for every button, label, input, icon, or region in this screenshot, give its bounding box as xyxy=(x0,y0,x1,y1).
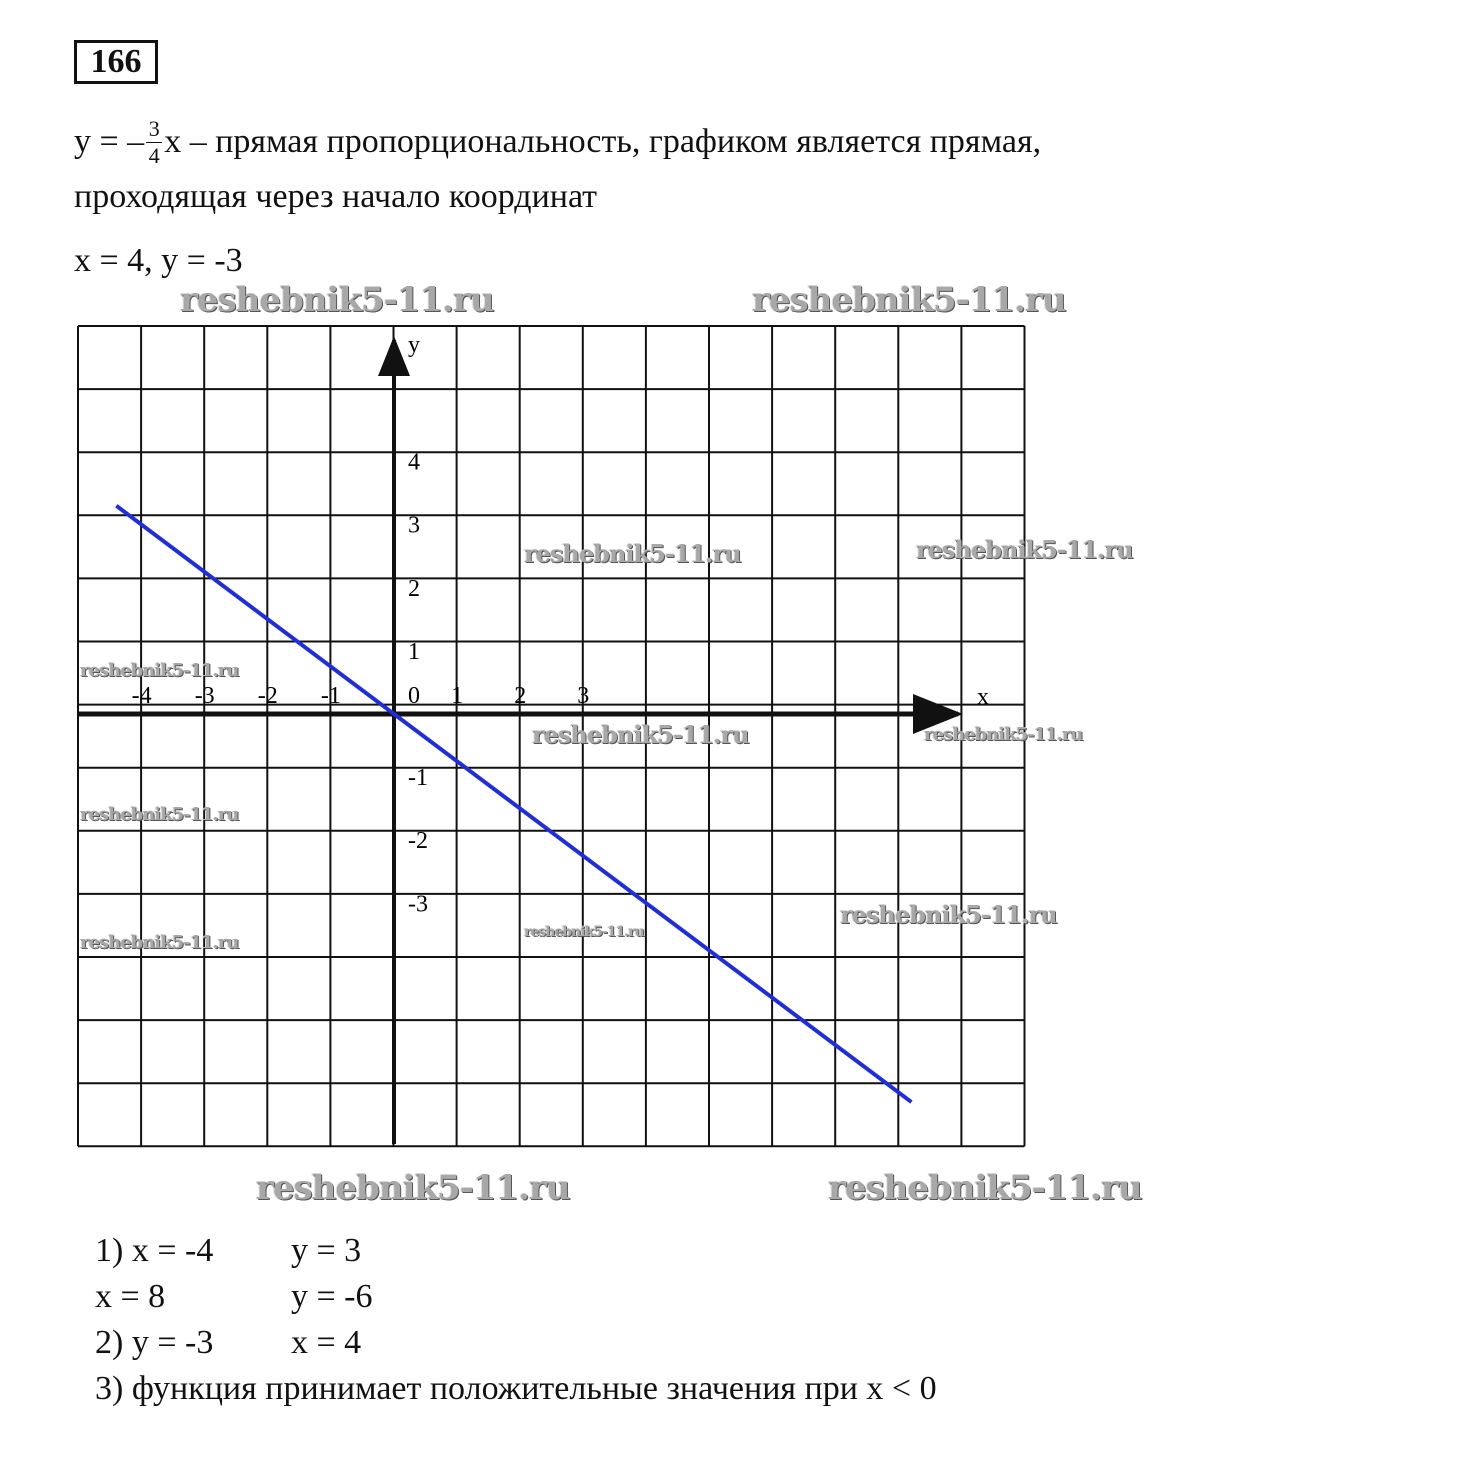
answer-cell: 2) y = -3 xyxy=(95,1324,214,1361)
fraction-numerator: 3 xyxy=(148,115,160,141)
watermark: reshebnik5-11.ru xyxy=(840,900,1057,929)
watermark: reshebnik5-11.ru xyxy=(80,804,239,825)
answer-cell: y = -6 xyxy=(291,1278,373,1315)
x-tick-label: -3 xyxy=(194,683,215,709)
watermark: reshebnik5-11.ru xyxy=(80,660,239,681)
x-axis-label: x xyxy=(977,684,989,710)
watermark: reshebnik5-11.ru xyxy=(532,720,749,749)
answer-cell: y = 3 xyxy=(291,1232,362,1269)
watermark: reshebnik5-11.ru xyxy=(524,924,644,940)
watermark: reshebnik5-11.ru xyxy=(916,535,1133,564)
watermark: reshebnik5-11.ru xyxy=(80,932,239,953)
statement-line-3: x = 4, y = -3 xyxy=(74,242,243,279)
watermark: reshebnik5-11.ru xyxy=(828,1168,1142,1208)
y-tick-label: 3 xyxy=(408,512,420,539)
x-tick-label: -1 xyxy=(320,683,341,709)
fraction-denominator: 4 xyxy=(148,142,160,168)
answer-row xyxy=(95,1228,937,1274)
statement-line-2: проходящая через начало координат xyxy=(74,178,598,215)
x-tick-label: 1 xyxy=(451,683,464,709)
watermark: reshebnik5-11.ru xyxy=(752,280,1066,320)
watermark: reshebnik5-11.ru xyxy=(924,724,1083,745)
y-tick-label: 4 xyxy=(408,449,420,476)
answer-row xyxy=(95,1274,937,1320)
answer-row xyxy=(95,1366,937,1412)
task-number-box: 166 xyxy=(74,40,158,84)
watermark: reshebnik5-11.ru xyxy=(180,280,494,320)
answer-cell: x = 4 xyxy=(291,1324,362,1361)
y-tick-label: -1 xyxy=(408,765,428,792)
x-tick-label: 2 xyxy=(514,683,527,709)
y-tick-label: -3 xyxy=(408,891,428,918)
answer-row xyxy=(95,1320,937,1366)
x-tick-label: -4 xyxy=(131,683,152,709)
watermark: reshebnik5-11.ru xyxy=(256,1168,570,1208)
x-tick-label: 3 xyxy=(577,683,590,709)
formula-rhs: x – прямая пропорциональность, графиком является прямая, xyxy=(164,123,1042,160)
y-axis-label: y xyxy=(408,332,420,358)
answer-cell: 1) x = -4 xyxy=(95,1232,214,1269)
y-tick-label: 1 xyxy=(408,638,420,665)
formula-lhs: y = – xyxy=(74,123,145,160)
watermark: reshebnik5-11.ru xyxy=(524,539,741,568)
y-tick-label: -2 xyxy=(408,828,428,855)
origin-label: 0 xyxy=(408,683,420,709)
answer-cell: x = 8 xyxy=(95,1278,166,1315)
y-tick-label: 2 xyxy=(408,575,420,602)
answer-conclusion: 3) функция принимает положительные значения при x < 0 xyxy=(95,1370,937,1407)
answers xyxy=(95,1228,937,1412)
x-tick-label: -2 xyxy=(257,683,278,709)
